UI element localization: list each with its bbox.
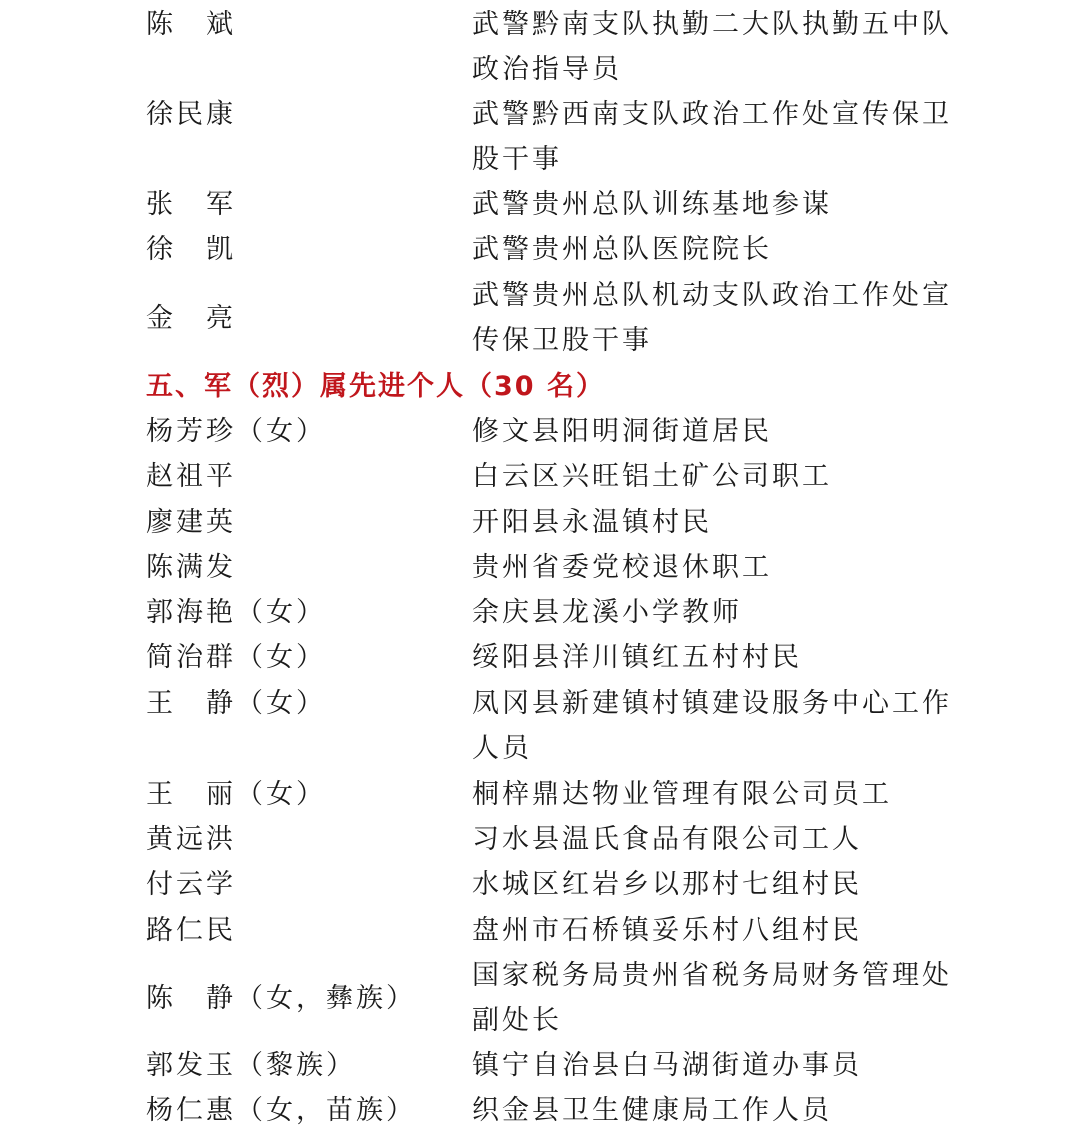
person-name: 赵祖平 xyxy=(146,461,236,492)
unit-line: 贵州省委党校退休职工 xyxy=(472,552,772,583)
person-unit xyxy=(472,681,952,771)
person-unit xyxy=(472,182,952,227)
person-name: 金 亮 xyxy=(146,303,236,334)
person-unit xyxy=(472,953,952,1043)
person-unit xyxy=(472,545,952,590)
person-name: 王 丽（女） xyxy=(146,779,326,810)
unit-line: 武警黔南支队执勤二大队执勤五中队 xyxy=(472,9,952,40)
unit-line: 水城区红岩乡以那村七组村民 xyxy=(472,869,862,900)
person-unit xyxy=(472,817,952,862)
person-name: 陈 静（女，彝族） xyxy=(146,983,416,1014)
unit-line: 绥阳县洋川镇红五村村民 xyxy=(472,642,802,673)
unit-line: 人员 xyxy=(472,733,532,764)
person-unit xyxy=(472,227,952,272)
unit-line: 武警贵州总队训练基地参谋 xyxy=(472,189,832,220)
person-name: 徐 凯 xyxy=(146,234,236,265)
person-unit xyxy=(472,500,952,545)
unit-line: 政治指导员 xyxy=(472,54,622,85)
unit-line: 镇宁自治县白马湖街道办事员 xyxy=(472,1050,862,1081)
section-heading: 五、军（烈）属先进个人（30 名） xyxy=(146,371,605,402)
unit-line: 桐梓鼎达物业管理有限公司员工 xyxy=(472,779,892,810)
unit-line: 白云区兴旺铝土矿公司职工 xyxy=(472,461,832,492)
person-unit xyxy=(472,635,952,680)
unit-line: 织金县卫生健康局工作人员 xyxy=(472,1095,832,1126)
person-name: 路仁民 xyxy=(146,915,236,946)
person-name: 杨芳珍（女） xyxy=(146,416,326,447)
unit-line: 国家税务局贵州省税务局财务管理处 xyxy=(472,960,952,991)
person-unit xyxy=(472,862,952,907)
person-name: 郭发玉（黎族） xyxy=(146,1050,356,1081)
person-name: 黄远洪 xyxy=(146,824,236,855)
person-name: 廖建英 xyxy=(146,507,236,538)
unit-line: 股干事 xyxy=(472,144,562,175)
person-unit xyxy=(472,1043,952,1088)
unit-line: 武警黔西南支队政治工作处宣传保卫 xyxy=(472,99,952,130)
person-unit xyxy=(472,1088,952,1133)
unit-line: 盘州市石桥镇妥乐村八组村民 xyxy=(472,915,862,946)
person-unit xyxy=(472,409,952,454)
unit-line: 武警贵州总队机动支队政治工作处宣 xyxy=(472,280,952,311)
person-name: 付云学 xyxy=(146,869,236,900)
person-unit xyxy=(472,2,952,92)
unit-line: 习水县温氏食品有限公司工人 xyxy=(472,824,862,855)
person-unit xyxy=(472,908,952,953)
person-unit xyxy=(472,273,952,363)
person-name: 徐民康 xyxy=(146,99,236,130)
unit-line: 修文县阳明洞街道居民 xyxy=(472,416,772,447)
unit-line: 武警贵州总队医院院长 xyxy=(472,234,772,265)
unit-line: 传保卫股干事 xyxy=(472,325,652,356)
person-name: 陈满发 xyxy=(146,552,236,583)
unit-line: 凤冈县新建镇村镇建设服务中心工作 xyxy=(472,688,952,719)
person-unit xyxy=(472,772,952,817)
unit-line: 余庆县龙溪小学教师 xyxy=(472,597,742,628)
person-name: 杨仁惠（女，苗族） xyxy=(146,1095,416,1126)
person-unit xyxy=(472,92,952,182)
person-name: 王 静（女） xyxy=(146,688,326,719)
unit-line: 副处长 xyxy=(472,1005,562,1036)
person-name: 张 军 xyxy=(146,189,236,220)
person-unit xyxy=(472,454,952,499)
person-unit xyxy=(472,590,952,635)
person-name: 简治群（女） xyxy=(146,642,326,673)
person-name: 陈 斌 xyxy=(146,9,236,40)
person-name: 郭海艳（女） xyxy=(146,597,326,628)
unit-line: 开阳县永温镇村民 xyxy=(472,507,712,538)
